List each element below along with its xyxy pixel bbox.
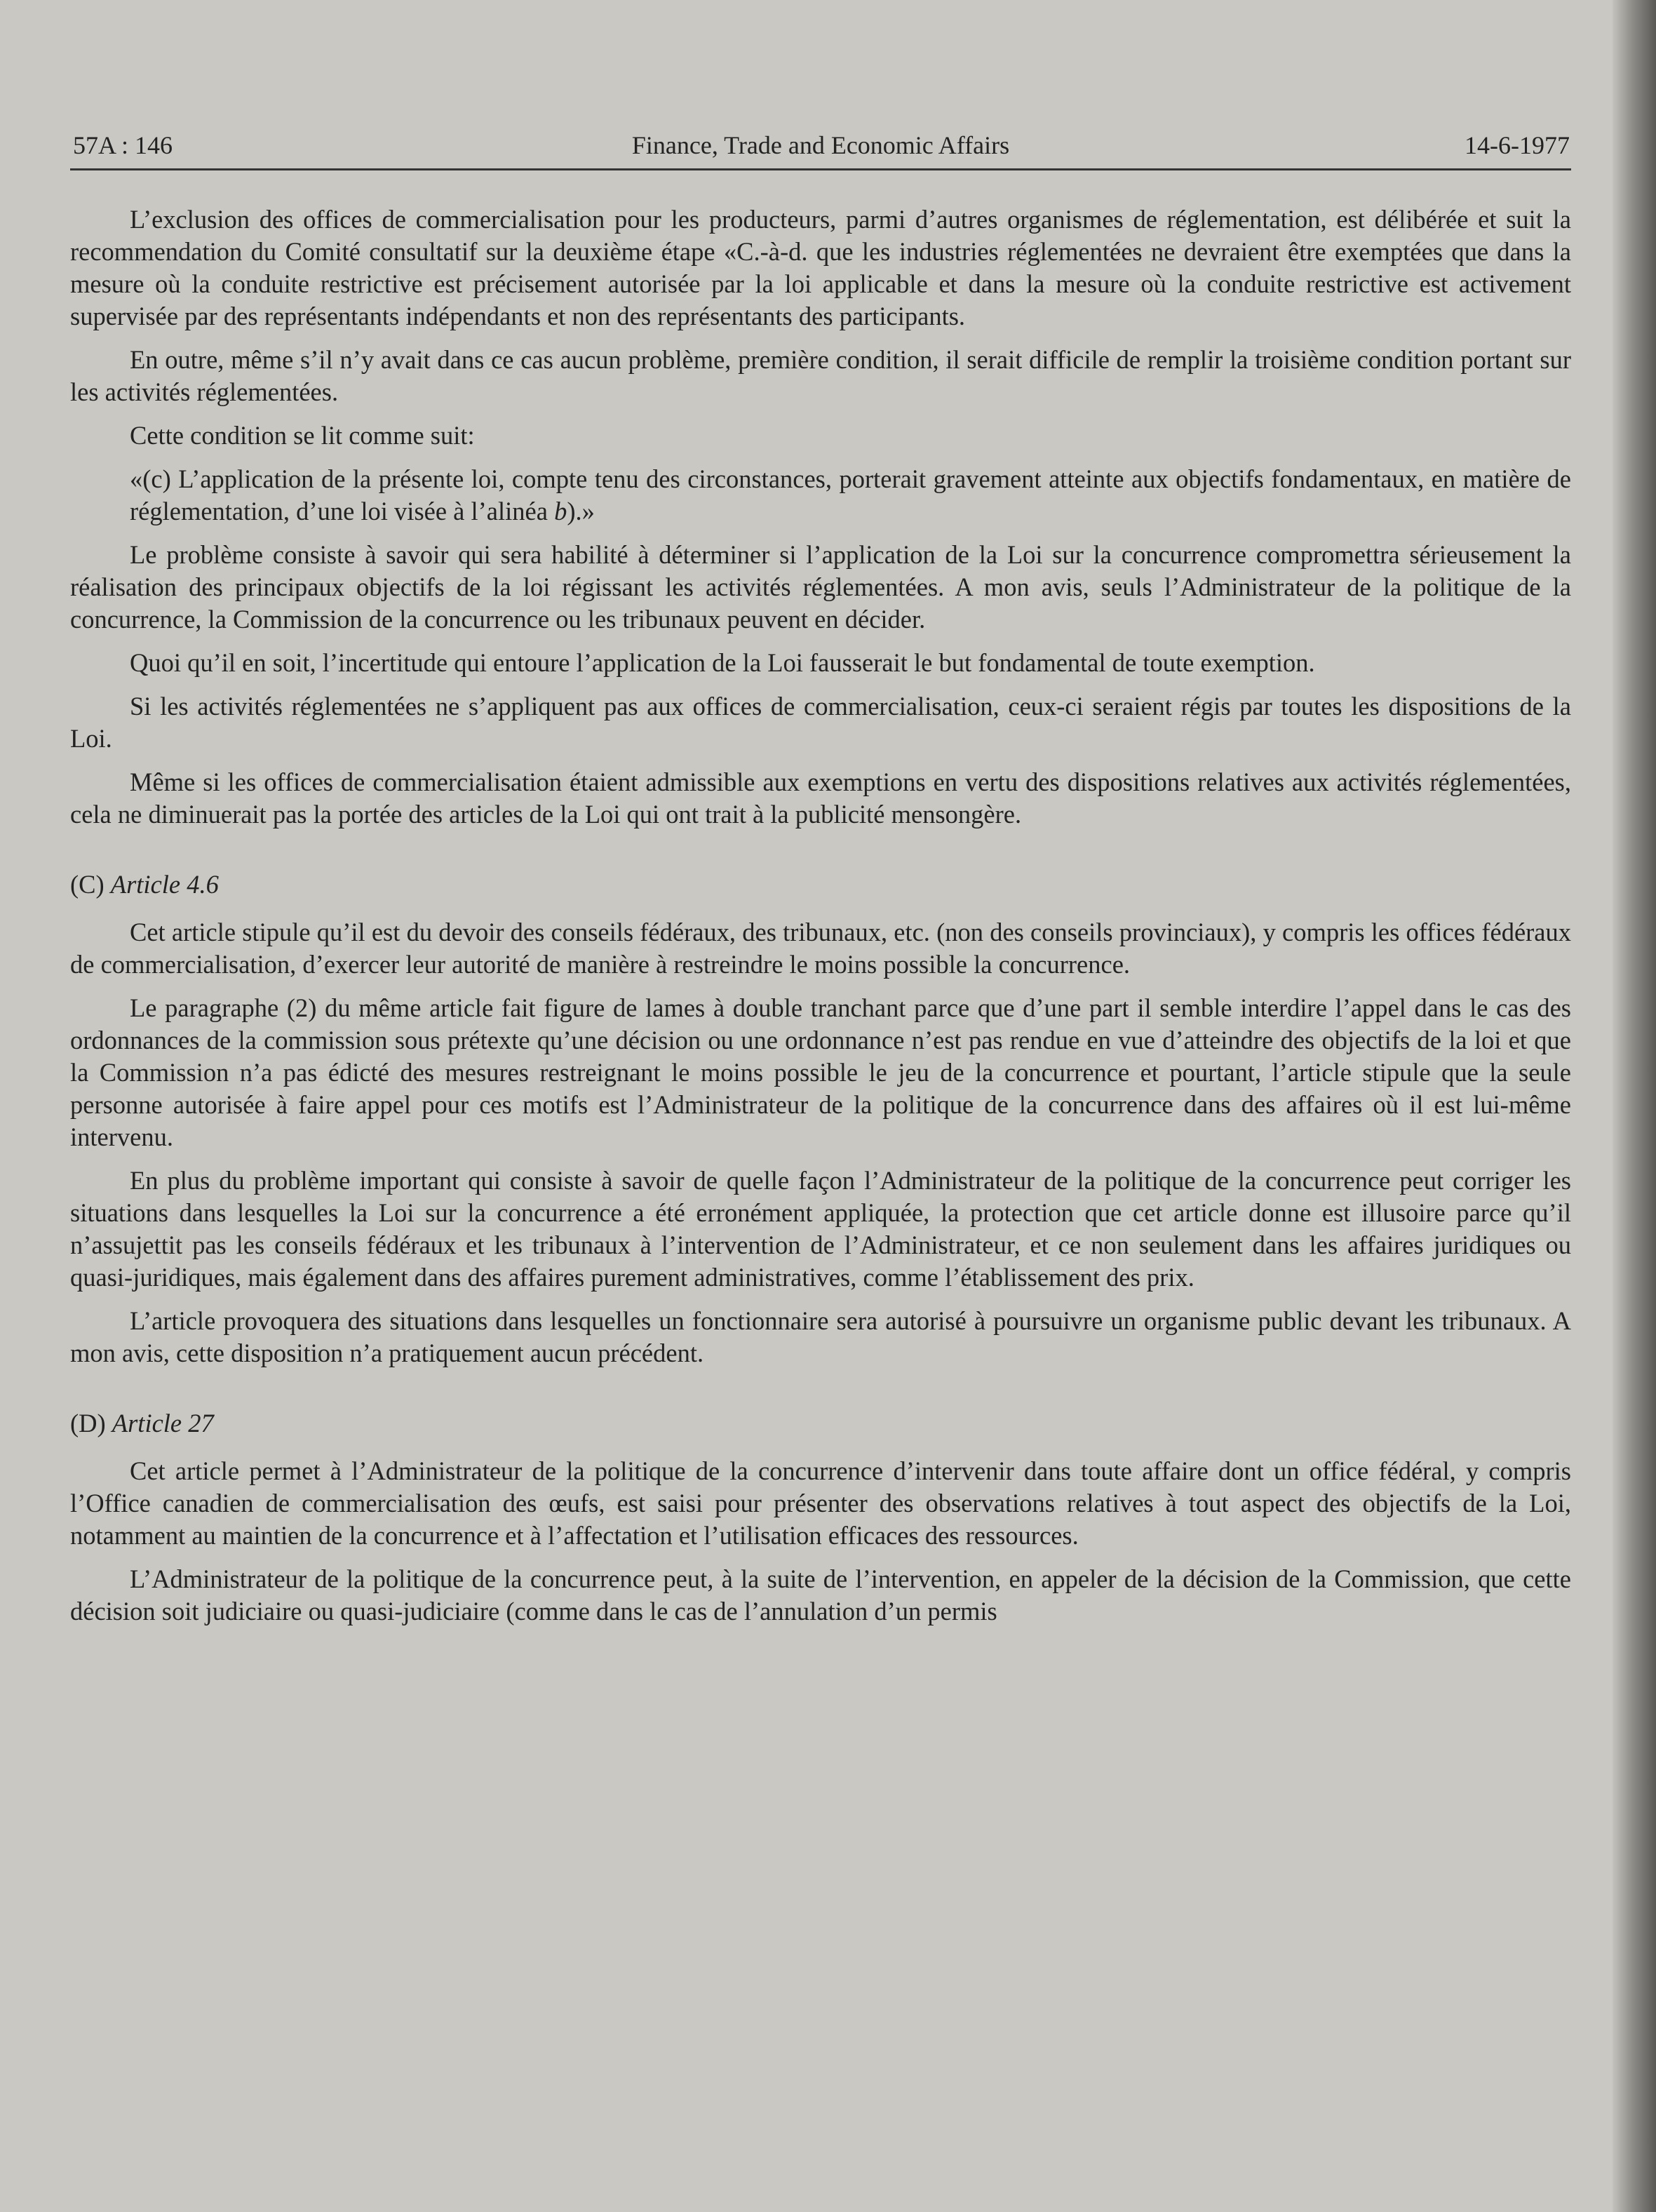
- running-title: Finance, Trade and Economic Affairs: [631, 131, 1010, 159]
- page-header: [70, 128, 1571, 170]
- section-label: (D): [70, 1409, 106, 1437]
- quote-ref: b: [554, 497, 567, 525]
- paragraph: En plus du problème important qui consiste à savoir de quelle façon l’Administrateur de la politique de la concurrence peut corriger les situations dans lesquelles la Loi sur la concurrence a été erronément appliquée, la protection que cet article donne est illusoire parce qu’il n’assujettit pas les conseils fédéraux et les tribunaux à l’intervention de l’Administrateur, et ce non seulement dans les affaires juridiques ou quasi-juridiques, mais également dans des affaires purement administratives, comme l’établissement des prix.: [70, 1166, 1571, 1292]
- paragraph: Si les activités réglementées ne s’appliquent pas aux offices de commercialisation, ceux-ci seraient régis par toutes les dispositions de la Loi.: [70, 692, 1571, 753]
- paragraph: L’Administrateur de la politique de la concurrence peut, à la suite de l’intervention, en appeler de la décision de la Commission, que cette décision soit judiciaire ou quasi-judiciaire (comme dans le cas de l’annulation d’un permis: [70, 1564, 1571, 1626]
- section-title: Article 27: [112, 1409, 214, 1437]
- section-label: (C): [70, 870, 105, 899]
- paragraph: Le problème consiste à savoir qui sera habilité à déterminer si l’application de la Loi sur la concurrence compromettra sérieusement la réalisation des principaux objectifs de la loi régissant les activités réglementées. A mon avis, seuls l’Administrateur de la politique de la concurrence, la Commission de la concurrence ou les tribunaux peuvent en décider.: [70, 540, 1571, 634]
- quote-text: «(c) L’application de la présente loi, compte tenu des circonstances, porterait gravement atteinte aux objectifs fondamentaux, en matière de réglementation, d’une loi visée à l’alinéa: [130, 464, 1571, 525]
- paragraph: Même si les offices de commercialisation étaient admissible aux exemptions en vertu des dispositions relatives aux activités réglementées, cela ne diminuerait pas la portée des articles de la Loi qui ont trait à la publicité mensongère.: [70, 768, 1571, 829]
- paragraph: Quoi qu’il en soit, l’incertitude qui entoure l’application de la Loi fausserait le but fondamental de toute exemption.: [130, 648, 1315, 677]
- document-body: [70, 203, 1571, 1628]
- paragraph: Cet article stipule qu’il est du devoir des conseils fédéraux, des tribunaux, etc. (non des conseils provinciaux), y compris les offices fédéraux de commercialisation, d’exercer leur autorité de manière à restreindre le moins possible la concurrence.: [70, 918, 1571, 979]
- page-date: 14-6-1977: [1465, 131, 1570, 159]
- quoted-clause: [70, 463, 1571, 528]
- page-reference: 57A : 146: [73, 131, 173, 159]
- section-heading-d: [70, 1407, 1571, 1440]
- page-edge: [1613, 0, 1656, 2212]
- paragraph: L’article provoquera des situations dans lesquelles un fonctionnaire sera autorisé à poursuivre un organisme public devant les tribunaux. A mon avis, cette disposition n’a pratiquement aucun précédent.: [70, 1306, 1571, 1367]
- section-heading-c: [70, 869, 1571, 901]
- section-title: Article 4.6: [110, 870, 219, 899]
- paragraph: L’exclusion des offices de commercialisation pour les producteurs, parmi d’autres organismes de réglementation, est délibérée et suit la recommendation du Comité consultatif sur la deuxième étape «C.-à-d. que les industries réglementées ne devraient être exemptées que dans la mesure où la conduite restrictive est précisement autorisée par la loi applicable et dans la mesure où la conduite restrictive est activement supervisée par des représentants indépendants et non des représentants des participants.: [70, 205, 1571, 330]
- paragraph: En outre, même s’il n’y avait dans ce cas aucun problème, première condition, il serait difficile de remplir la troisième condition portant sur les activités réglementées.: [70, 345, 1571, 406]
- quote-end: ).»: [567, 497, 595, 525]
- paragraph: Cet article permet à l’Administrateur de la politique de la concurrence d’intervenir dans toute affaire dont un office fédéral, y compris l’Office canadien de commercialisation des œufs, est saisi pour présenter des observations relatives à tout aspect des objectifs de la Loi, notamment au maintien de la concurrence et à l’affectation et l’utilisation efficaces des ressources.: [70, 1456, 1571, 1550]
- paragraph: Le paragraphe (2) du même article fait figure de lames à double tranchant parce que d’une part il semble interdire l’appel dans le cas des ordonnances de la commission sous prétexte qu’une décision ou une ordonnance n’est pas rendue en vue d’atteindre des objectifs de la loi et que la Commission n’a pas édicté des mesures restreignant le moins possible le jeu de la concurrence et pourtant, l’article stipule que la seule personne autorisée à faire appel pour ces motifs est l’Administrateur de la politique de la concurrence dans des affaires où il est lui-même intervenu.: [70, 993, 1571, 1151]
- paragraph: Cette condition se lit comme suit:: [130, 421, 475, 450]
